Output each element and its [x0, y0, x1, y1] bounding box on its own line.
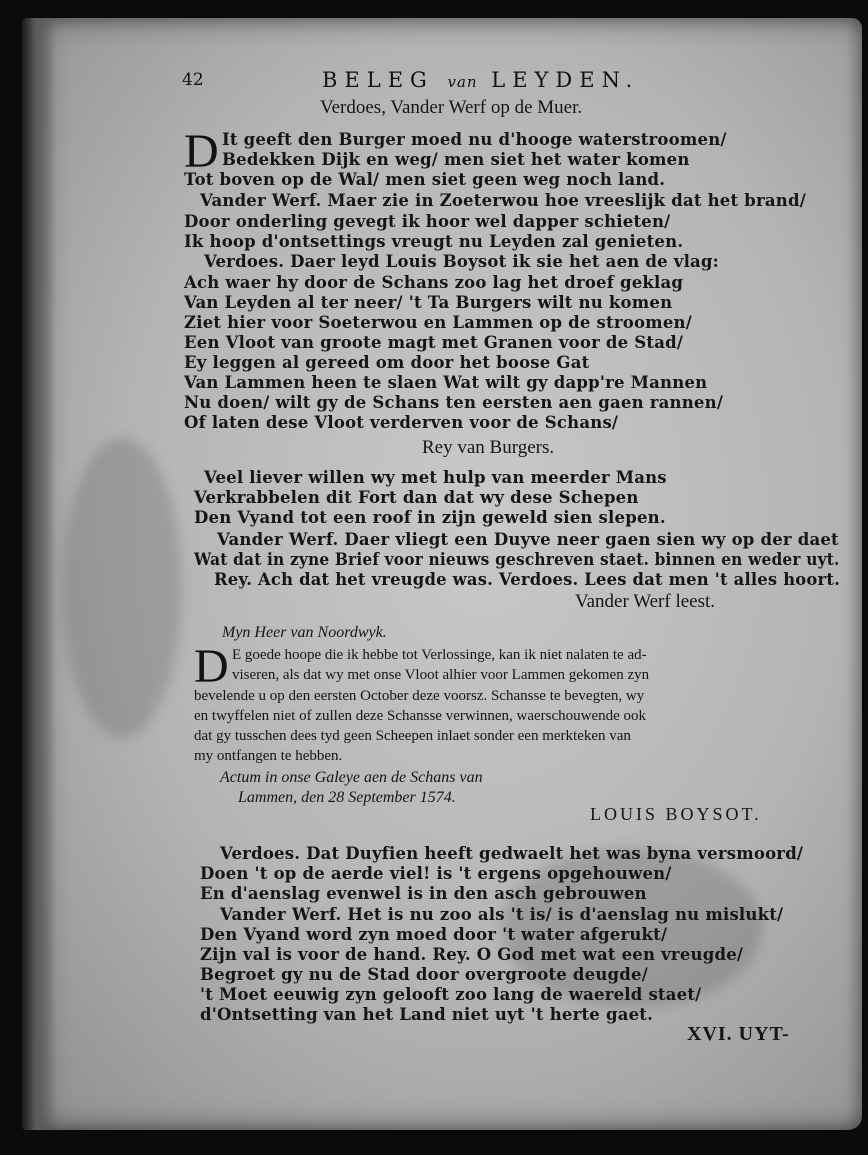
verse-line: Bedekken Dijk en weg/ men siet het water komen [222, 150, 690, 169]
verse-line: Van Leyden al ter neer/ 't Ta Burgers wilt nu komen [184, 293, 673, 312]
verse-line: It geeft den Burger moed nu d'hooge waterstroomen/ [222, 130, 727, 149]
verse-line: Rey. Ach dat het vreugde was. Verdoes. Lees dat men 't alles hoort. [214, 570, 841, 589]
verse-line: Wat dat in zyne Brief voor nieuws geschreven staet. binnen en weder uyt. [194, 550, 840, 569]
chorus-heading: Rey van Burgers. [422, 437, 555, 458]
letter-signature: LOUIS BOYSOT. [590, 804, 762, 824]
stage-direction: Vander Werf leest. [575, 591, 716, 612]
verse-line: Ey leggen al gereed om door het boose Gat [184, 353, 590, 372]
verse-line: Verdoes. Daer leyd Louis Boysot ik sie het aen de vlag: [204, 252, 719, 271]
catchword: XVI. UYT- [687, 1023, 790, 1045]
verse-line: Den Vyand word zyn moed door 't water afgerukt/ [200, 925, 668, 944]
verse-line: Begroet gy nu de Stad door overgroote deugde/ [200, 965, 648, 984]
verse-line: Vander Werf. Maer zie in Zoeterwou hoe vreeslijk dat het brand/ [200, 191, 806, 210]
book-spine-shadow [22, 18, 56, 1130]
letter-line: viseren, als dat wy met onse Vloot alhier voor Lammen gekomen zyn [232, 667, 650, 683]
verse-line: Tot boven op de Wal/ men siet geen weg noch land. [184, 170, 666, 189]
book-page [22, 18, 862, 1130]
letter-drop-capital: D [194, 640, 229, 693]
letter-line: E goede hoope die ik hebbe tot Verlossinge, kan ik niet nalaten te ad- [232, 647, 647, 663]
verse-line: Zijn val is voor de hand. Rey. O God met wat een vreugde/ [200, 945, 744, 964]
scene-heading: Verdoes, Vander Werf op de Muer. [320, 97, 583, 118]
letter-line: dat gy tusschen dees tyd geen Scheepen inlaet sonder een merkteken van [194, 728, 631, 744]
verse-line: Door onderling gevegt ik hoor wel dapper schieten/ [184, 212, 671, 231]
letter-salutation: Myn Heer van Noordwyk. [222, 624, 387, 641]
running-title-part1: BELEG [322, 68, 434, 92]
verse-line: Ach waer hy door de Schans zoo lag het droef geklag [184, 273, 684, 292]
drop-capital: D [184, 125, 219, 178]
verse-line: Veel liever willen wy met hulp van meerder Mans [204, 468, 667, 487]
verse-line: Vander Werf. Daer vliegt een Duyve neer gaen sien wy op der daet [217, 530, 839, 549]
letter-line: my ontfangen te hebben. [194, 748, 343, 764]
verse-line: Vander Werf. Het is nu zoo als 't is/ is d'aenslag nu mislukt/ [220, 905, 784, 924]
verse-line: Ik hoop d'ontsettings vreugt nu Leyden zal genieten. [184, 232, 684, 251]
verse-line: Verkrabbelen dit Fort dan dat wy dese Schepen [194, 488, 639, 507]
verse-line: Doen 't op de aerde viel! is 't ergens opgehouwen/ [200, 864, 672, 883]
letter-closing: Lammen, den 28 September 1574. [238, 789, 456, 806]
letter-line: en twyffelen niet of zullen deze Schansse verwinnen, waerschouwende ook [194, 708, 647, 724]
verse-line: Den Vyand tot een roof in zijn geweld sien slepen. [194, 508, 666, 527]
verse-line: 't Moet eeuwig zyn gelooft zoo lang de waereld staet/ [200, 985, 702, 1004]
verse-line: Verdoes. Dat Duyfien heeft gedwaelt het was byna versmoord/ [220, 844, 804, 863]
letter-closing: Actum in onse Galeye aen de Schans van [220, 769, 483, 786]
letter-line: bevelende u op den eersten October deze voorsz. Schansse te bevegten, wy [194, 688, 645, 704]
page-number: 42 [182, 70, 204, 90]
running-title [322, 68, 639, 92]
verse-line: Van Lammen heen te slaen Wat wilt gy dapp're Mannen [184, 373, 708, 392]
verse-line: En d'aenslag evenwel is in den asch gebrouwen [200, 884, 647, 903]
verse-line: Of laten dese Vloot verderven voor de Schans/ [184, 413, 619, 432]
verse-line: d'Ontsetting van het Land niet uyt 't herte gaet. [200, 1005, 654, 1024]
verse-line: Ziet hier voor Soeterwou en Lammen op de stroomen/ [184, 313, 692, 332]
verse-line: Nu doen/ wilt gy de Schans ten eersten aen gaen rannen/ [184, 393, 724, 412]
running-title-part2: LEYDEN. [491, 68, 640, 92]
running-title-van: van [447, 73, 478, 91]
verse-line: Een Vloot van groote magt met Granen voor de Stad/ [184, 333, 684, 352]
page-stain [62, 438, 182, 738]
